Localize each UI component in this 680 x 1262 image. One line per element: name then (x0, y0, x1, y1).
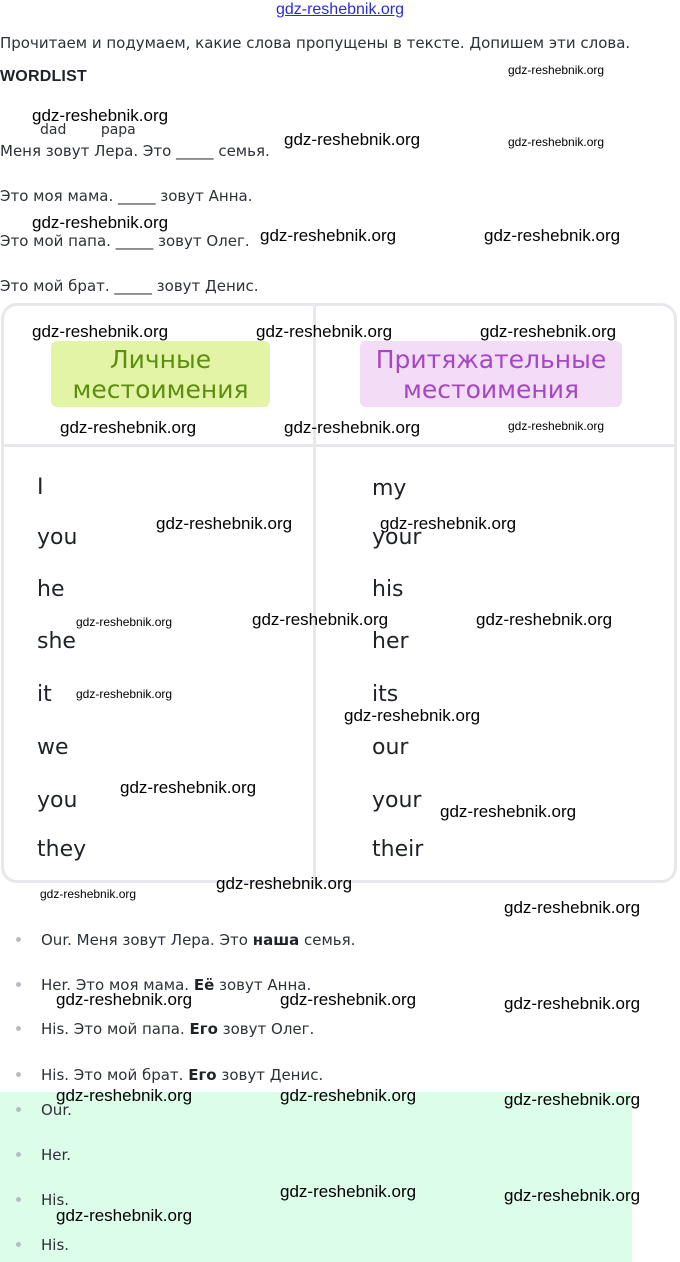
bullet-icon (16, 982, 21, 987)
header-line: местоимения (72, 375, 249, 404)
intro-text: Прочитаем и подумаем, какие слова пропущены в тексте. Допишем эти слова. (0, 34, 631, 52)
watermark: gdz-reshebnik.org (76, 615, 173, 629)
bullet-icon (16, 937, 21, 942)
possessive-pronoun: my (372, 476, 407, 501)
short-answer-text: His. (41, 1236, 70, 1254)
watermark: gdz-reshebnik.org (480, 322, 617, 341)
bullet-icon (16, 1026, 21, 1031)
watermark: gdz-reshebnik.org (60, 418, 197, 437)
answer-text: зовут Анна. (214, 976, 312, 994)
answer-text: His. Это мой папа. (41, 1020, 190, 1038)
answer-text: семья. (299, 931, 356, 949)
watermark: gdz-reshebnik.org (504, 1186, 641, 1205)
watermark: gdz-reshebnik.org (504, 898, 641, 917)
watermark: gdz-reshebnik.org (156, 514, 293, 533)
possessive-pronoun: its (372, 682, 399, 707)
exercise-line: Это моя мама. _____ зовут Анна. (0, 187, 253, 205)
possessive-pronoun: your (372, 788, 422, 813)
watermark: gdz-reshebnik.org (280, 1086, 417, 1105)
bullet-icon (16, 1072, 21, 1077)
watermark: gdz-reshebnik.org (252, 610, 389, 629)
watermark: gdz-reshebnik.org (504, 1090, 641, 1109)
answer-item (16, 1066, 323, 1084)
answer-text: Our. Меня зовут Лера. Это (41, 931, 253, 949)
watermark: gdz-reshebnik.org (284, 418, 421, 437)
exercise-line: Это мой брат. _____ зовут Денис. (0, 277, 259, 295)
short-answer-text: Our. (41, 1101, 72, 1119)
watermark: gdz-reshebnik.org (76, 687, 173, 701)
header-line: Притяжательные (375, 345, 607, 374)
personal-pronoun: I (37, 475, 44, 500)
answer-bold: Его (188, 1066, 217, 1084)
answer-item (16, 1020, 314, 1038)
table-divider (313, 303, 316, 883)
answer-text: зовут Денис. (216, 1066, 324, 1084)
watermark: gdz-reshebnik.org (508, 135, 605, 149)
watermark: gdz-reshebnik.org (56, 1086, 193, 1105)
bullet-icon (16, 1197, 21, 1202)
personal-pronoun: we (37, 735, 69, 760)
answer-text: Her. Это моя мама. (41, 976, 194, 994)
watermark: gdz-reshebnik.org (344, 706, 481, 725)
watermark: gdz-reshebnik.org (256, 322, 393, 341)
watermark: gdz-reshebnik.org (476, 610, 613, 629)
personal-pronoun: it (37, 682, 52, 707)
answer-text: His. Это мой брат. (41, 1066, 189, 1084)
possessive-pronouns-header (360, 341, 622, 407)
short-answer-item (16, 1146, 71, 1164)
watermark: gdz-reshebnik.org (280, 990, 417, 1009)
watermark: gdz-reshebnik.org (440, 802, 577, 821)
answer-bold: Её (193, 976, 215, 994)
personal-pronoun: you (37, 788, 78, 813)
personal-pronoun: she (37, 629, 76, 654)
watermark: gdz-reshebnik.org (32, 213, 169, 232)
personal-pronouns-header (51, 341, 270, 407)
bullet-icon (16, 1152, 21, 1157)
watermark: gdz-reshebnik.org (56, 990, 193, 1009)
header-line: Личные (109, 345, 212, 374)
watermark: gdz-reshebnik.org (32, 106, 169, 125)
watermark: gdz-reshebnik.org (32, 322, 169, 341)
highlighted-answers (0, 1092, 632, 1262)
personal-pronoun: you (37, 525, 78, 550)
bullet-icon (16, 1107, 21, 1112)
answer-bold: Его (189, 1020, 218, 1038)
watermark: gdz-reshebnik.org (284, 130, 421, 149)
wordlist-word: papa (100, 122, 136, 138)
answer-text: зовут Олег. (217, 1020, 315, 1038)
possessive-pronoun: our (372, 735, 409, 760)
answer-bold: наша (252, 931, 300, 949)
short-answer-item (16, 1236, 69, 1254)
wordlist-title: WORDLIST (0, 68, 87, 85)
exercise-line: Меня зовут Лера. Это _____ семья. (0, 142, 270, 160)
personal-pronoun: he (37, 577, 65, 602)
possessive-pronoun: his (372, 577, 404, 602)
watermark: gdz-reshebnik.org (380, 514, 517, 533)
watermark: gdz-reshebnik.org (216, 874, 353, 893)
watermark: gdz-reshebnik.org (504, 994, 641, 1013)
possessive-pronoun: her (372, 629, 409, 654)
watermark: gdz-reshebnik.org (40, 887, 137, 901)
header-line: местоимения (403, 375, 579, 404)
site-link[interactable]: gdz-reshebnik.org (275, 1, 405, 18)
answer-item (16, 931, 355, 949)
watermark: gdz-reshebnik.org (56, 1206, 193, 1225)
watermark: gdz-reshebnik.org (484, 226, 621, 245)
watermark: gdz-reshebnik.org (508, 63, 605, 77)
exercise-line: Это мой папа. _____ зовут Олег. (0, 232, 250, 250)
bullet-icon (16, 1242, 21, 1247)
possessive-pronoun: your (372, 525, 422, 550)
watermark: gdz-reshebnik.org (260, 226, 397, 245)
possessive-pronoun: their (372, 837, 424, 862)
short-answer-text: His. (41, 1191, 70, 1209)
personal-pronoun: they (37, 837, 87, 862)
table-divider (1, 444, 677, 447)
wordlist-word: dad (40, 122, 67, 138)
watermark: gdz-reshebnik.org (120, 778, 257, 797)
short-answer-text: Her. (41, 1146, 72, 1164)
watermark: gdz-reshebnik.org (508, 419, 605, 433)
watermark: gdz-reshebnik.org (280, 1182, 417, 1201)
